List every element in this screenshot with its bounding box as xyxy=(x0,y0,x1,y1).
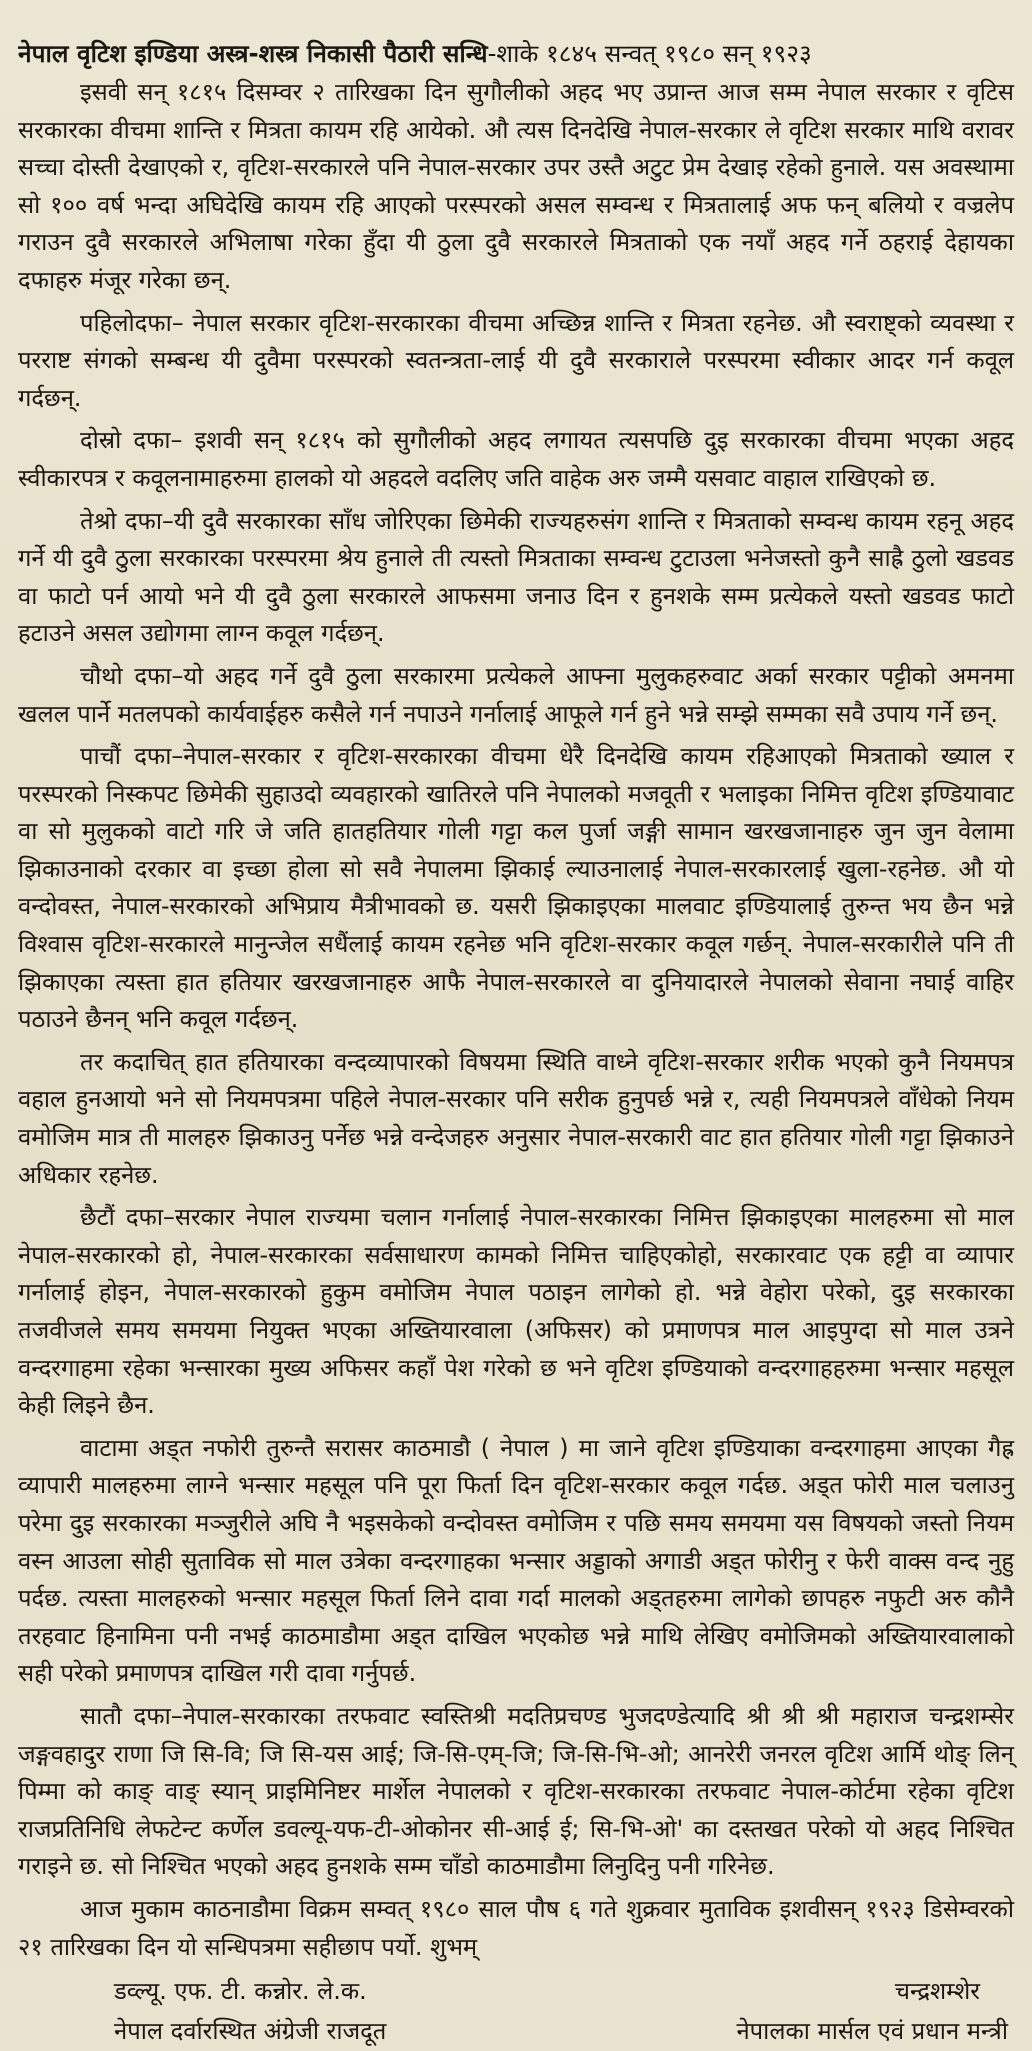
signature-titles-row xyxy=(18,2011,1014,2051)
british-signatory-name: डव्ल्यू. एफ. टी. कन्नोर. ले.क. xyxy=(114,1977,367,2006)
treaty-title: नेपाल वृटिश इण्डिया अस्त्र-शस्त्र निकासी पैठारी सन्धि xyxy=(18,39,488,68)
article-4-paragraph: चौथो दफा–यो अहद गर्ने दुवै ठुला सरकारमा प्रत्येकले आफ्ना मुलुकहरुवाट अर्का सरकार पट्टीको अमनमा खलल पार्ने मतलपको कार्यवाईहरु कसैले गर्न नपाउने गर्नालाई आफूले गर्न हुने भन्ने सम्झे सम्मका सवै उपाय गर्ने छन्. xyxy=(18,661,1014,728)
nepal-signatory-title: नेपालका मार्सल एवं प्रधान मन्त्री xyxy=(736,2017,1008,2046)
article-7-paragraph: सातौ दफा–नेपाल-सरकारका तरफवाट स्वस्तिश्री मदतिप्रचण्ड भुजदण्डेत्यादि श्री श्री श्री महाराज चन्द्रशम्सेर जङ्गवहादुर राणा जि सि-वि; जि सि-यस आई; जि-सि-एम्-जि; जि-सि-भि-ओ; आनरेरी जनरल वृटिश आर्मि थोङ् लिन् पिम्मा को काङ् वाङ् स्यान् प्राइमिनिष्टर मार्शेल नेपालको र वृटिश-सरकारका तरफवाट नेपाल-कोर्टमा रहेका वृटिश राजप्रतिनिधि लेफटेन्ट कर्णेल डवल्यू-यफ-टी-ओकोनर सी-आई ई; सि-भि-ओ' का दस्तखत परेको यो अहद निश्चित गराइने छ. सो निश्चित भएको अहद हुनशके सम्म चाँडो काठमाडौमा लिनुदिनु पनी गरिनेछ. xyxy=(18,1701,1014,1881)
nepal-signatory-name: चन्द्रशम्शेर xyxy=(894,1977,980,2006)
closing-paragraph: आज मुकाम काठनाडौमा विक्रम सम्वत् १९८० साल पौष ६ गते शुक्रवार मुताविक इशवीसन् १९२३ डिसेम्वरको २१ तारिखका दिन यो सन्धिपत्रमा सहीछाप पर्यो. शुभम् xyxy=(18,1894,1014,1961)
article-3-paragraph: तेश्रो दफा–यी दुवै सरकारका साँध जोरिएका छिमेकी राज्यहरुसंग शान्ति र मित्रताको सम्वन्ध कायम रहनू अहद गर्ने यी दुवै ठुला सरकारका परस्परमा श्रेय हुनाले ती त्यस्तो मित्रताका सम्वन्ध टुटाउला भनेजस्तो कुनै साह्रै ठुलो खडवड वा फाटो पर्न आयो भने यी दुवै ठुला सरकारले आफसमा जनाउ दिन र हुनशके सम्म प्रत्येकले यस्तो खडवड फाटो हटाउने असल उद्योगमा लाग्न कवूल गर्दछन्. xyxy=(18,506,1014,648)
article-5-paragraph: पाचौं दफा–नेपाल-सरकार र वृटिश-सरकारका वीचमा धेरै दिनदेखि कायम रहिआएको मित्रताको ख्याल र परस्परको निस्कपट छिमेकी सुहाउदो व्यवहारको खातिरले पनि नेपालको मजवूती र भलाइका निमित्त वृटिश इण्डियावाट वा सो मुलुकको वाटो गरि जे जति हातहतियार गोली गट्टा कल पुर्जा जङ्गी सामान खरखजानाहरु जुन जुन वेलामा झिकाउनाको दरकार वा इच्छा होला सो सवै नेपालमा झिकाई ल्याउनालाई नेपाल-सरकारलाई खुला-रहनेछ. औ यो वन्दोवस्त, नेपाल-सरकारको अभिप्राय मैत्रीभावको छ. यसरी झिकाइएका मालवाट इण्डियालाई तुरुन्त भय छैन भन्ने विश्वास वृटिश-सरकारले मानुन्जेल सधैंलाई कायम रहनेछ भनि वृटिश-सरकार कवूल गर्छन्. नेपाल-सरकारीले पनि ती झिकाएका त्यस्ता हात हतियार खरखजानाहरु आफै नेपाल-सरकारले वा दुनियादारले नेपालको सेवाना नघाई वाहिर पठाउने छैनन् भनि कवूल गर्दछन्. xyxy=(18,742,1014,1034)
british-signatory-title: नेपाल दर्वारस्थित अंग्रेजी राजदूत xyxy=(114,2017,387,2046)
article-6-paragraph: छैटौं दफा–सरकार नेपाल राज्यमा चलान गर्नालाई नेपाल-सरकारका निमित्त झिकाइएका मालहरुमा सो माल नेपाल-सरकारको हो, नेपाल-सरकारका सर्वसाधारण कामको निमित्त चाहिएकोहो, सरकारवाट एक हट्टी वा व्यापार गर्नालाई होइन, नेपाल-सरकारको हुकुम वमोजिम नेपाल पठाइन लागेको हो. भन्ने वेहोरा परेको, दुइ सरकारका तजवीजले समय समयमा नियुक्त भएका अख्तियारवाला (अफिसर) को प्रमाणपत्र माल आइपुग्दा सो माल उत्रने वन्दरगाहमा रहेका भन्सारका मुख्य अफिसर कहाँ पेश गरेको छ भने वृटिश इण्डियाको वन्दरगाहहरुमा भन्सार महसूल केही लिइने छैन. xyxy=(18,1203,1014,1420)
signature-names-row xyxy=(18,1971,1014,2011)
article-2-paragraph: दोस्रो दफा– इशवी सन् १८१५ को सुगौलीको अहद लगायत त्यसपछि दुइ सरकारका वीचमा भएका अहद स्वीकारपत्र र कवूलनामाहरुमा हालको यो अहदले वदलिए जति वाहेक अरु जम्मै यसवाट वाहाल राखिएको छ. xyxy=(18,426,1014,492)
article-5-proviso-paragraph: तर कदाचित् हात हतियारका वन्दव्यापारको विषयमा स्थिति वाध्ने वृटिश-सरकार शरीक भएको कुनै नियमपत्र वहाल हुनआयो भने सो नियमपत्रमा पहिले नेपाल-सरकार पनि सरीक हुनुपर्छ भन्ने र, त्यही नियमपत्रले वाँधेको नियम वमोजिम मात्र ती मालहरु झिकाउनु पर्नेछ भन्ने वन्देजहरु अनुसार नेपाल-सरकारी वाट हात हतियार गोली गट्टा झिकाउने अधिकार रहनेछ. xyxy=(18,1047,1014,1189)
article-1-paragraph: पहिलोदफा– नेपाल सरकार वृटिश-सरकारका वीचमा अच्छिन्न शान्ति र मित्रता रहनेछ. औ स्वराष्ट्को व्यवस्था र परराष्ट संगको सम्बन्ध यी दुवैमा परस्परको स्वतन्त्रता-लाई यी दुवै सरकाराले परस्परमा स्वीकार आदर गर्न कवूल गर्दछन्. xyxy=(18,308,1014,412)
treaty-date: -शाके १८४५ सन्वत् १९८० सन् १९२३ xyxy=(487,39,812,68)
document-title xyxy=(18,36,1014,72)
preamble-paragraph: इसवी सन् १८१५ दिसम्वर २ तारिखका दिन सुगौलीको अहद भए उप्रान्त आज सम्म नेपाल सरकार र वृटिस सरकारका वीचमा शान्ति र मित्रता कायम रहि आयेको. औ त्यस दिनदेखि नेपाल-सरकार ले वृटिश सरकार माथि वरावर सच्चा दोस्ती देखाएको र, वृटिश-सरकारले पनि नेपाल-सरकार उपर उस्तै अटुट प्रेम देखाइ रहेको हुनाले. यस अवस्थामा सो १०० वर्ष भन्दा अघिदेखि कायम रहि आएको परस्परको असल सम्वन्ध र मित्रतालाई अफ फन् बलियो र वज्रलेप गराउन दुवै सरकारले अभिलाषा गरेका हुँदा यी ठुला दुवै सरकारले मित्रताको एक नयाँ अहद गर्ने ठहराई देहायका दफाहरु मंजूर गरेका छन्. xyxy=(18,78,1014,294)
article-6-transit-paragraph: वाटामा अड्त नफोरी तुरुन्तै सरासर काठमाडौ ( नेपाल ) मा जाने वृटिश इण्डियाका वन्दरगाहमा आएका गैह्र व्यापारी मालहरुमा लाग्ने भन्सार महसूल पनि पूरा फिर्ता दिन वृटिश-सरकार कवूल गर्दछ. अड्त फोरी माल चलाउनु परेमा दुइ सरकारका मञ्जुरीले अघि नै भइसकेको वन्दोवस्त वमोजिम र पछि समय समयमा यस विषयको जस्तो नियम वस्न आउला सोही सुताविक सो माल उत्रेका वन्दरगाहका भन्सार अड्डाको अगाडी अड्त फोरीनु र फेरी वाक्स वन्द नुहु पर्दछ. त्यस्ता मालहरुको भन्सार महसूल फिर्ता लिने दावा गर्दा मालको अड्तहरुमा लागेको छापहरु नफुटी अरु कौनै तरहवाट हिनामिना पनी नभई काठमाडौमा अड्त दाखिल भएकोछ भन्ने माथि लेखिए वमोजिमको अख्तियारवालाको सही परेको प्रमाणपत्र दाखिल गरी दावा गर्नुपर्छ. xyxy=(18,1433,1014,1688)
